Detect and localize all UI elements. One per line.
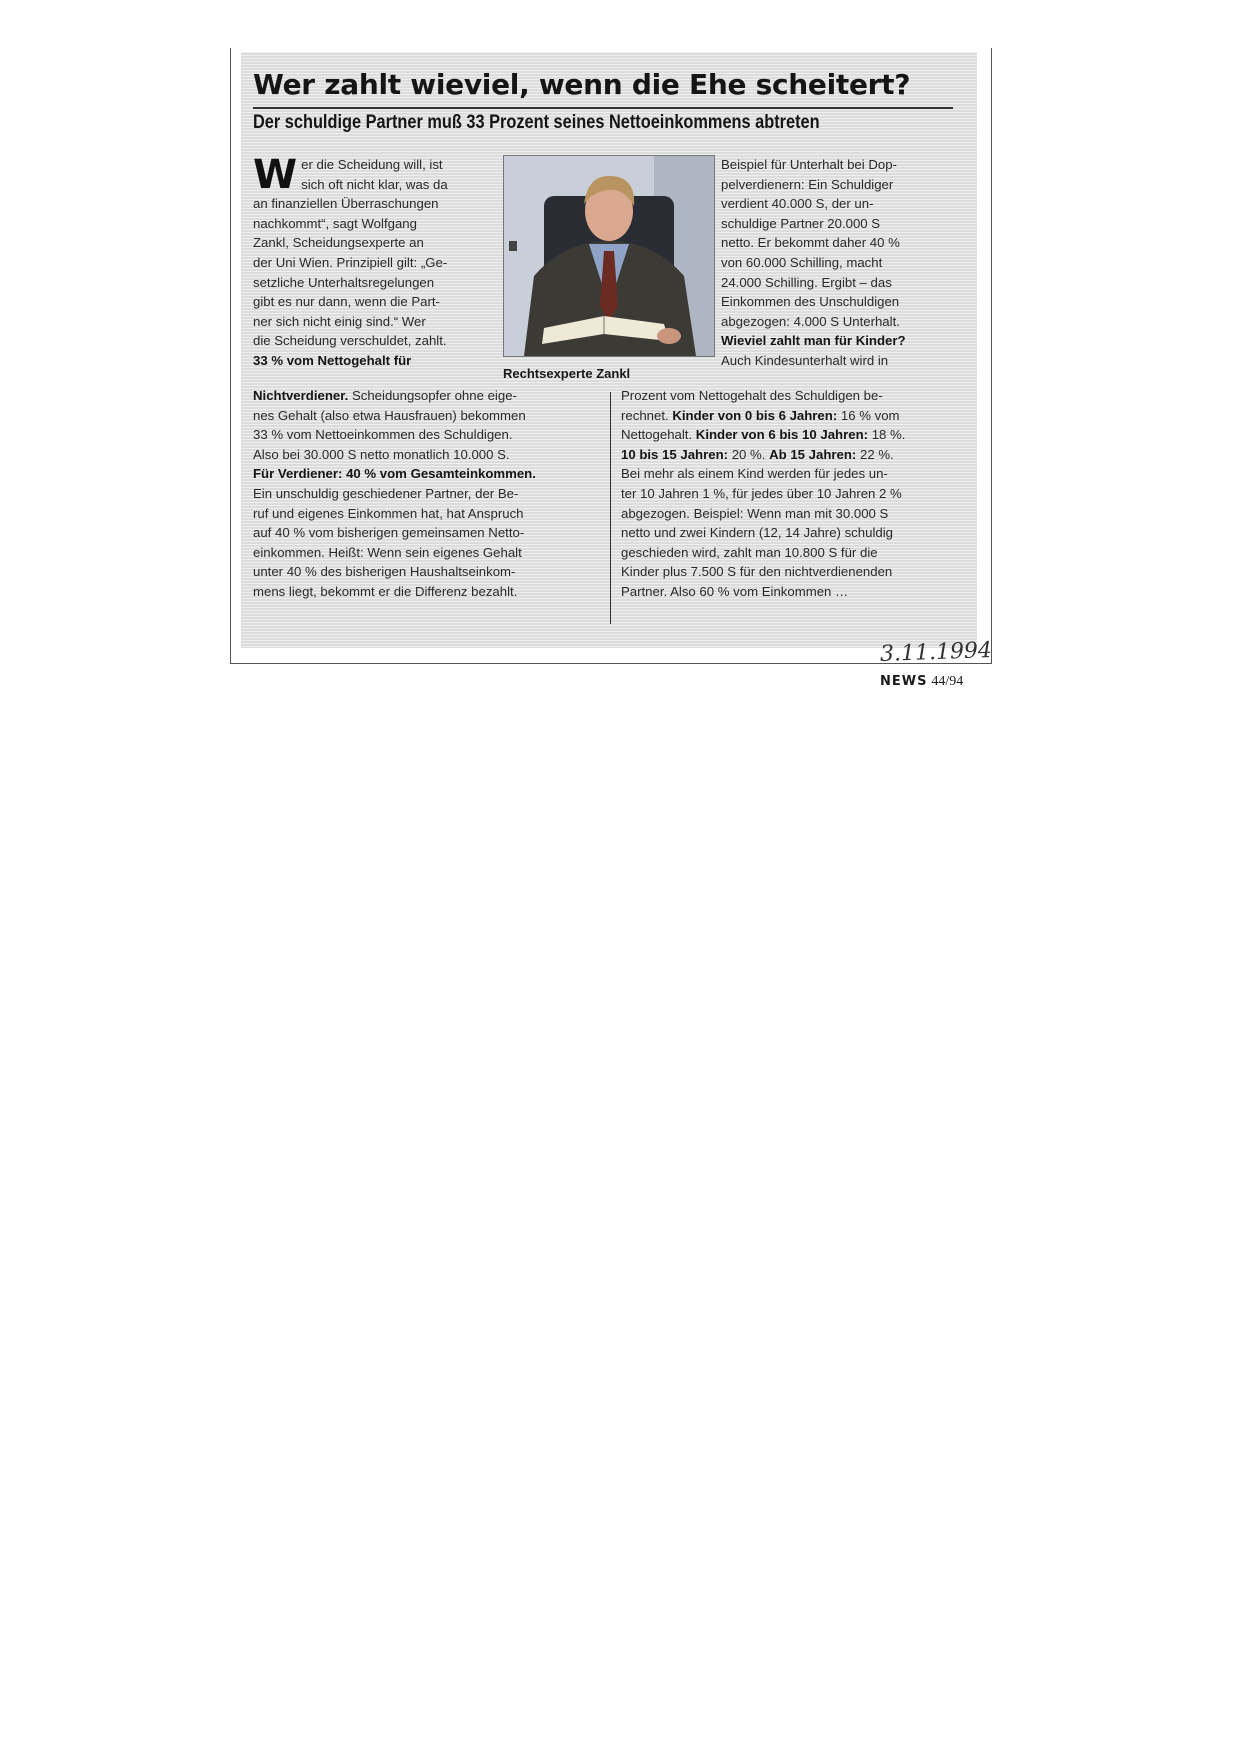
text-line: die Scheidung verschuldet, zahlt.: [253, 333, 447, 349]
text-line: geschieden wird, zahlt man 10.800 S für die: [621, 544, 878, 560]
text-line: [253, 386, 593, 406]
text-line: [621, 425, 966, 445]
subheadline: Der schuldige Partner muß 33 Prozent seines Nettoeinkommens abtreten: [253, 112, 820, 133]
right-column-example: [721, 155, 951, 371]
text-line: ner sich nicht einig sind.“ Wer: [253, 313, 426, 329]
article-panel: [241, 52, 977, 648]
text-line: sich oft nicht klar, was da: [301, 176, 448, 192]
right-column-body: [621, 386, 966, 602]
text-line: von 60.000 Schilling, macht: [721, 254, 883, 270]
portrait-illustration: [504, 156, 714, 356]
text-line: der Uni Wien. Prinzipiell gilt: „Ge-: [253, 254, 448, 270]
age-bracket-0-6: Kinder von 0 bis 6 Jahren:: [672, 407, 838, 423]
text-fragment: rechnet.: [621, 407, 669, 423]
text-line: Einkommen des Unschuldigen: [721, 294, 900, 310]
left-column-body: [253, 386, 593, 602]
issue-number: 44/94: [931, 674, 964, 689]
text-line: Zankl, Scheidungsexperte an: [253, 235, 424, 251]
publication-footer: [880, 672, 963, 690]
text-line: unter 40 % des bisherigen Haushaltseinkom-: [253, 564, 516, 580]
section-heading-nonearners-cont: Nichtverdiener.: [253, 388, 349, 403]
text-line: netto und zwei Kindern (12, 14 Jahre) schuldig: [621, 525, 893, 541]
newspaper-clipping: [230, 48, 992, 664]
text-line: ruf und eigenes Einkommen hat, hat Anspruch: [253, 505, 524, 521]
publication-name: NEWS: [880, 674, 928, 689]
age-bracket-15-plus: Ab 15 Jahren:: [769, 446, 857, 462]
age-bracket-10-15: 10 bis 15 Jahren:: [621, 446, 729, 462]
text-line: [621, 406, 966, 426]
text-line: schuldige Partner 20.000 S: [721, 215, 881, 231]
section-heading-children: Wieviel zahlt man für Kinder?: [721, 333, 906, 349]
text-line: gibt es nur dann, wenn die Part-: [253, 294, 440, 310]
text-line: abgezogen: 4.000 S Unterhalt.: [721, 313, 900, 329]
section-heading-nonearners: 33 % vom Nettogehalt für: [253, 352, 412, 368]
text-line: 24.000 Schilling. Ergibt – das: [721, 274, 892, 290]
text-line: Also bei 30.000 S netto monatlich 10.000 S.: [253, 446, 510, 462]
headline-rule: [253, 107, 953, 109]
text-line: Bei mehr als einem Kind werden für jedes un-: [621, 466, 888, 482]
text-line: auf 40 % vom bisherigen gemeinsamen Netto-: [253, 525, 525, 541]
headline: Wer zahlt wieviel, wenn die Ehe scheitert?: [253, 68, 911, 101]
text-line: netto. Er bekommt daher 40 %: [721, 235, 900, 251]
text-line: Ein unschuldig geschiedener Partner, der Be-: [253, 485, 519, 501]
text-line: er die Scheidung will, ist: [301, 157, 443, 172]
photo-caption: Rechtsexperte Zankl: [503, 366, 631, 381]
text-line: Partner. Also 60 % vom Einkommen …: [621, 583, 849, 599]
age-bracket-6-10: Kinder von 6 bis 10 Jahren:: [695, 427, 869, 443]
left-column-intro: [253, 152, 479, 371]
text-line: an finanziellen Überraschungen: [253, 196, 439, 212]
text-fragment: Scheidungsopfer ohne eige-: [351, 388, 517, 403]
text-fragment: 20 %.: [731, 446, 766, 462]
text-line: [621, 445, 966, 465]
text-fragment: 16 % vom: [840, 407, 900, 423]
text-line: abgezogen. Beispiel: Wenn man mit 30.000 S: [621, 505, 889, 521]
text-line: Auch Kindesunterhalt wird in: [721, 352, 889, 368]
portrait-photo: [503, 155, 715, 357]
text-line: Beispiel für Unterhalt bei Dop-: [721, 157, 897, 172]
text-line: nes Gehalt (also etwa Hausfrauen) bekommen: [253, 407, 526, 423]
text-fragment: 18 %.: [871, 427, 906, 443]
text-line: mens liegt, bekommt er die Differenz bezahlt.: [253, 583, 518, 599]
column-divider: [610, 392, 611, 624]
text-line: setzliche Unterhaltsregelungen: [253, 274, 435, 290]
text-line: verdient 40.000 S, der un-: [721, 196, 874, 212]
text-line: 33 % vom Nettoeinkommen des Schuldigen.: [253, 427, 513, 443]
text-line: ter 10 Jahren 1 %, für jedes über 10 Jahren 2 %: [621, 485, 902, 501]
drop-cap: W: [253, 152, 298, 198]
section-heading-earners: Für Verdiener: 40 % vom Gesamteinkommen.: [253, 466, 536, 482]
text-line: Prozent vom Nettogehalt des Schuldigen be-: [621, 388, 883, 403]
text-line: Kinder plus 7.500 S für den nichtverdienenden: [621, 564, 893, 580]
text-fragment: Nettogehalt.: [621, 427, 693, 443]
text-line: pelverdienern: Ein Schuldiger: [721, 176, 894, 192]
text-line: einkommen. Heißt: Wenn sein eigenes Gehalt: [253, 544, 522, 560]
text-line: nachkommt“, sagt Wolfgang: [253, 215, 417, 231]
handwritten-date: 3.11.1994: [879, 638, 993, 667]
text-fragment: 22 %.: [860, 446, 894, 462]
